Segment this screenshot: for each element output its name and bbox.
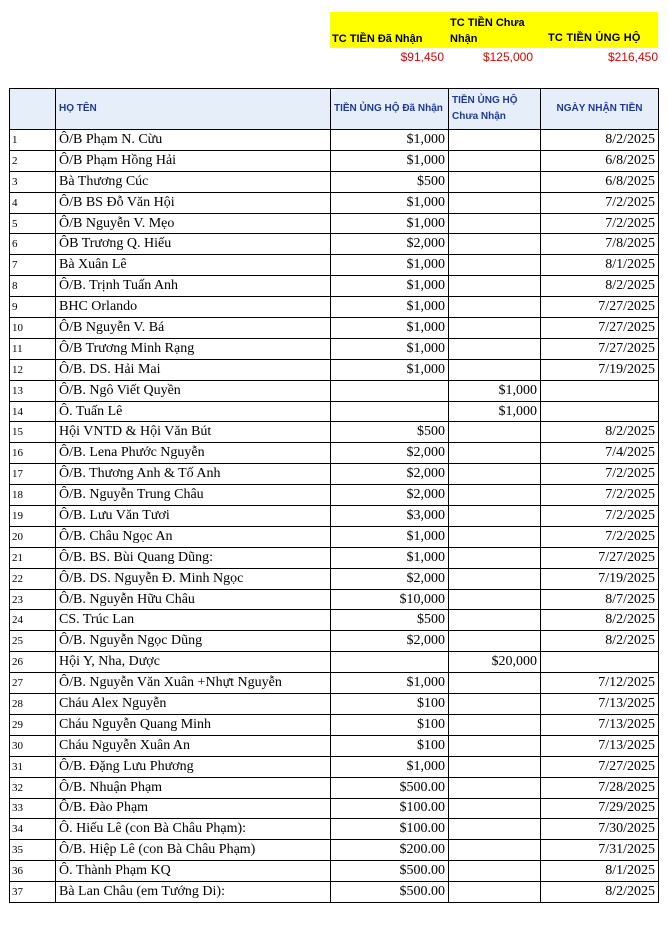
table-row bbox=[10, 798, 659, 819]
donor-name: Bà Lan Châu (em Tướng Di): bbox=[56, 882, 331, 903]
header-number bbox=[10, 89, 56, 130]
row-number: 7 bbox=[10, 255, 56, 276]
row-number: 32 bbox=[10, 777, 56, 798]
received-date: 6/8/2025 bbox=[541, 150, 659, 171]
table-row bbox=[10, 422, 659, 443]
donor-name: Ô/B. Nguyễn Trung Châu bbox=[56, 485, 331, 506]
row-number: 4 bbox=[10, 192, 56, 213]
received-amount bbox=[331, 380, 449, 401]
received-date: 7/27/2025 bbox=[541, 297, 659, 318]
label-total-all: TC TIỀN ỦNG HỘ bbox=[548, 32, 641, 44]
donor-name: Ô/B Phạm Hồng Hải bbox=[56, 150, 331, 171]
received-date: 8/2/2025 bbox=[541, 422, 659, 443]
total-received-value: $91,450 bbox=[400, 50, 444, 64]
received-amount: $1,000 bbox=[331, 359, 449, 380]
pending-amount bbox=[449, 526, 541, 547]
pending-amount bbox=[449, 673, 541, 694]
pending-amount bbox=[449, 861, 541, 882]
received-amount: $1,000 bbox=[331, 255, 449, 276]
row-number: 34 bbox=[10, 819, 56, 840]
received-amount: $500 bbox=[331, 422, 449, 443]
donor-name: Ô/B. Đặng Lưu Phương bbox=[56, 756, 331, 777]
received-amount: $2,000 bbox=[331, 568, 449, 589]
pending-amount bbox=[449, 192, 541, 213]
received-amount: $1,000 bbox=[331, 297, 449, 318]
received-amount: $3,000 bbox=[331, 506, 449, 527]
received-amount: $2,000 bbox=[331, 234, 449, 255]
received-date: 8/2/2025 bbox=[541, 882, 659, 903]
table-row bbox=[10, 526, 659, 547]
pending-amount bbox=[449, 610, 541, 631]
donor-name: Ô/B Nguyễn V. Bá bbox=[56, 318, 331, 339]
donor-name: Ô/B Phạm N. Cừu bbox=[56, 130, 331, 151]
received-date bbox=[541, 652, 659, 673]
row-number: 28 bbox=[10, 694, 56, 715]
summary-labels bbox=[330, 12, 658, 48]
pending-amount bbox=[449, 840, 541, 861]
received-date: 7/27/2025 bbox=[541, 547, 659, 568]
row-number: 3 bbox=[10, 171, 56, 192]
row-number: 31 bbox=[10, 756, 56, 777]
table-row bbox=[10, 276, 659, 297]
row-number: 9 bbox=[10, 297, 56, 318]
donor-name: Ô/B. Hiệp Lê (con Bà Châu Phạm) bbox=[56, 840, 331, 861]
received-amount: $100 bbox=[331, 735, 449, 756]
donor-name: Ô/B. Nguyễn Hữu Châu bbox=[56, 589, 331, 610]
row-number: 25 bbox=[10, 631, 56, 652]
pending-amount bbox=[449, 443, 541, 464]
pending-amount bbox=[449, 255, 541, 276]
donor-name: CS. Trúc Lan bbox=[56, 610, 331, 631]
received-amount bbox=[331, 401, 449, 422]
row-number: 18 bbox=[10, 485, 56, 506]
table-row bbox=[10, 735, 659, 756]
table-row bbox=[10, 714, 659, 735]
table-row bbox=[10, 150, 659, 171]
row-number: 10 bbox=[10, 318, 56, 339]
received-amount: $1,000 bbox=[331, 192, 449, 213]
donor-name: Ô/B. Trịnh Tuấn Anh bbox=[56, 276, 331, 297]
row-number: 30 bbox=[10, 735, 56, 756]
received-amount: $1,000 bbox=[331, 526, 449, 547]
donor-name: BHC Orlando bbox=[56, 297, 331, 318]
received-date: 7/2/2025 bbox=[541, 464, 659, 485]
table-row bbox=[10, 255, 659, 276]
pending-amount bbox=[449, 318, 541, 339]
pending-amount bbox=[449, 485, 541, 506]
received-date: 8/7/2025 bbox=[541, 589, 659, 610]
row-number: 29 bbox=[10, 714, 56, 735]
row-number: 23 bbox=[10, 589, 56, 610]
received-date: 8/2/2025 bbox=[541, 610, 659, 631]
received-amount: $1,000 bbox=[331, 547, 449, 568]
pending-amount bbox=[449, 359, 541, 380]
received-amount: $2,000 bbox=[331, 464, 449, 485]
received-date: 8/1/2025 bbox=[541, 861, 659, 882]
received-date: 7/2/2025 bbox=[541, 485, 659, 506]
received-date: 7/19/2025 bbox=[541, 568, 659, 589]
table-row bbox=[10, 359, 659, 380]
table-row bbox=[10, 673, 659, 694]
donor-name: Hội Y, Nha, Dược bbox=[56, 652, 331, 673]
table-row bbox=[10, 861, 659, 882]
pending-amount bbox=[449, 735, 541, 756]
table-row bbox=[10, 882, 659, 903]
received-amount: $1,000 bbox=[331, 673, 449, 694]
table-body bbox=[10, 130, 659, 903]
table-row bbox=[10, 234, 659, 255]
table-row bbox=[10, 568, 659, 589]
received-date: 7/2/2025 bbox=[541, 506, 659, 527]
donor-name: Ô/B. DS. Nguyễn Đ. Minh Ngọc bbox=[56, 568, 331, 589]
row-number: 1 bbox=[10, 130, 56, 151]
donor-name: Ô/B. Ngô Viết Quyền bbox=[56, 380, 331, 401]
table-row bbox=[10, 819, 659, 840]
received-amount: $2,000 bbox=[331, 631, 449, 652]
donor-name: Ô/B Trương Minh Rạng bbox=[56, 338, 331, 359]
donor-name: Ô/B. Đào Phạm bbox=[56, 798, 331, 819]
header-pending: TIỀN ỦNG HỘ Chưa Nhận bbox=[449, 89, 541, 130]
pending-amount: $1,000 bbox=[449, 380, 541, 401]
received-amount bbox=[331, 652, 449, 673]
donor-name: Ô. Hiếu Lê (con Bà Châu Phạm): bbox=[56, 819, 331, 840]
label-total-pending: TC TIỀN Chưa Nhận bbox=[450, 17, 525, 45]
table-row bbox=[10, 213, 659, 234]
table-row bbox=[10, 171, 659, 192]
pending-amount bbox=[449, 777, 541, 798]
table-row bbox=[10, 777, 659, 798]
donor-name: Bà Thương Cúc bbox=[56, 171, 331, 192]
row-number: 15 bbox=[10, 422, 56, 443]
table-row bbox=[10, 756, 659, 777]
donor-name: Ô/B. Lena Phước Nguyễn bbox=[56, 443, 331, 464]
received-amount: $1,000 bbox=[331, 338, 449, 359]
donor-name: Hội VNTD & Hội Văn Bút bbox=[56, 422, 331, 443]
donor-name: Ô. Tuấn Lê bbox=[56, 401, 331, 422]
donor-name: ÔB Trương Q. Hiếu bbox=[56, 234, 331, 255]
received-date: 7/28/2025 bbox=[541, 777, 659, 798]
table-row bbox=[10, 610, 659, 631]
donor-name: Ô/B. DS. Hải Mai bbox=[56, 359, 331, 380]
pending-amount bbox=[449, 338, 541, 359]
received-amount: $2,000 bbox=[331, 443, 449, 464]
donor-name: Ô/B. Nguyễn Ngọc Dũng bbox=[56, 631, 331, 652]
received-amount: $100.00 bbox=[331, 819, 449, 840]
received-amount: $500.00 bbox=[331, 882, 449, 903]
received-date: 6/8/2025 bbox=[541, 171, 659, 192]
table-row bbox=[10, 401, 659, 422]
received-amount: $1,000 bbox=[331, 213, 449, 234]
pending-amount: $1,000 bbox=[449, 401, 541, 422]
label-total-received: TC TIỀN Đã Nhận bbox=[332, 33, 423, 45]
table-row bbox=[10, 318, 659, 339]
table-row bbox=[10, 840, 659, 861]
received-date: 7/29/2025 bbox=[541, 798, 659, 819]
received-date bbox=[541, 401, 659, 422]
table-header-row bbox=[10, 89, 659, 130]
row-number: 2 bbox=[10, 150, 56, 171]
donor-name: Cháu Nguyễn Quang Minh bbox=[56, 714, 331, 735]
donor-name: Bà Xuân Lê bbox=[56, 255, 331, 276]
received-amount: $500.00 bbox=[331, 861, 449, 882]
pending-amount bbox=[449, 213, 541, 234]
pending-amount bbox=[449, 422, 541, 443]
received-date: 7/31/2025 bbox=[541, 840, 659, 861]
pending-amount bbox=[449, 568, 541, 589]
received-amount: $2,000 bbox=[331, 485, 449, 506]
donor-name: Ô/B BS Đỗ Văn Hội bbox=[56, 192, 331, 213]
row-number: 27 bbox=[10, 673, 56, 694]
row-number: 13 bbox=[10, 380, 56, 401]
donation-table bbox=[9, 88, 659, 903]
header-date: NGÀY NHẬN TIỀN bbox=[541, 89, 659, 130]
donor-name: Ô/B. Lưu Văn Tươi bbox=[56, 506, 331, 527]
received-date: 7/12/2025 bbox=[541, 673, 659, 694]
received-date: 7/27/2025 bbox=[541, 338, 659, 359]
pending-amount bbox=[449, 798, 541, 819]
pending-amount bbox=[449, 276, 541, 297]
donor-name: Ô/B. BS. Bùi Quang Dũng: bbox=[56, 547, 331, 568]
pending-amount bbox=[449, 756, 541, 777]
received-amount: $1,000 bbox=[331, 150, 449, 171]
header-received: TIỀN ỦNG HỘ Đã Nhận bbox=[331, 89, 449, 130]
row-number: 8 bbox=[10, 276, 56, 297]
table-row bbox=[10, 631, 659, 652]
table-row bbox=[10, 443, 659, 464]
row-number: 33 bbox=[10, 798, 56, 819]
pending-amount bbox=[449, 547, 541, 568]
donor-name: Ô/B. Nhuận Phạm bbox=[56, 777, 331, 798]
row-number: 17 bbox=[10, 464, 56, 485]
received-date: 7/27/2025 bbox=[541, 318, 659, 339]
received-date: 7/27/2025 bbox=[541, 756, 659, 777]
received-date: 8/2/2025 bbox=[541, 276, 659, 297]
row-number: 12 bbox=[10, 359, 56, 380]
table-row bbox=[10, 652, 659, 673]
row-number: 14 bbox=[10, 401, 56, 422]
row-number: 24 bbox=[10, 610, 56, 631]
summary-totals bbox=[330, 50, 658, 68]
received-date: 7/8/2025 bbox=[541, 234, 659, 255]
row-number: 20 bbox=[10, 526, 56, 547]
table-row bbox=[10, 338, 659, 359]
received-date: 7/2/2025 bbox=[541, 213, 659, 234]
pending-amount bbox=[449, 589, 541, 610]
pending-amount bbox=[449, 882, 541, 903]
received-date: 7/19/2025 bbox=[541, 359, 659, 380]
row-number: 37 bbox=[10, 882, 56, 903]
pending-amount bbox=[449, 714, 541, 735]
row-number: 36 bbox=[10, 861, 56, 882]
received-amount: $200.00 bbox=[331, 840, 449, 861]
table-row bbox=[10, 506, 659, 527]
table-row bbox=[10, 192, 659, 213]
row-number: 11 bbox=[10, 338, 56, 359]
donor-name: Ô/B Nguyễn V. Mẹo bbox=[56, 213, 331, 234]
received-amount: $100 bbox=[331, 714, 449, 735]
table-row bbox=[10, 464, 659, 485]
received-date: 8/1/2025 bbox=[541, 255, 659, 276]
received-date: 7/2/2025 bbox=[541, 526, 659, 547]
received-amount: $10,000 bbox=[331, 589, 449, 610]
received-date: 8/2/2025 bbox=[541, 631, 659, 652]
table-row bbox=[10, 694, 659, 715]
received-date: 7/4/2025 bbox=[541, 443, 659, 464]
total-pending-value: $125,000 bbox=[482, 50, 533, 64]
row-number: 22 bbox=[10, 568, 56, 589]
received-date: 8/2/2025 bbox=[541, 130, 659, 151]
row-number: 5 bbox=[10, 213, 56, 234]
donor-name: Ô/B. Thương Anh & Tố Anh bbox=[56, 464, 331, 485]
pending-amount: $20,000 bbox=[449, 652, 541, 673]
header-name: HỌ TÊN bbox=[56, 89, 331, 130]
table-row bbox=[10, 547, 659, 568]
received-date: 7/30/2025 bbox=[541, 819, 659, 840]
table-row bbox=[10, 589, 659, 610]
pending-amount bbox=[449, 819, 541, 840]
received-amount: $100 bbox=[331, 694, 449, 715]
pending-amount bbox=[449, 130, 541, 151]
pending-amount bbox=[449, 464, 541, 485]
row-number: 6 bbox=[10, 234, 56, 255]
received-amount: $1,000 bbox=[331, 318, 449, 339]
received-amount: $500 bbox=[331, 610, 449, 631]
received-amount: $500.00 bbox=[331, 777, 449, 798]
donor-name: Cháu Alex Nguyễn bbox=[56, 694, 331, 715]
pending-amount bbox=[449, 234, 541, 255]
row-number: 26 bbox=[10, 652, 56, 673]
received-date bbox=[541, 380, 659, 401]
pending-amount bbox=[449, 694, 541, 715]
received-date: 7/2/2025 bbox=[541, 192, 659, 213]
total-all-value: $216,450 bbox=[607, 50, 658, 64]
received-date: 7/13/2025 bbox=[541, 735, 659, 756]
donor-name: Ô. Thành Phạm KQ bbox=[56, 861, 331, 882]
table-row bbox=[10, 380, 659, 401]
received-amount: $1,000 bbox=[331, 276, 449, 297]
table-row bbox=[10, 485, 659, 506]
pending-amount bbox=[449, 150, 541, 171]
received-amount: $500 bbox=[331, 171, 449, 192]
row-number: 19 bbox=[10, 506, 56, 527]
pending-amount bbox=[449, 506, 541, 527]
table-row bbox=[10, 297, 659, 318]
received-amount: $100.00 bbox=[331, 798, 449, 819]
received-date: 7/13/2025 bbox=[541, 694, 659, 715]
donor-name: Cháu Nguyễn Xuân An bbox=[56, 735, 331, 756]
row-number: 35 bbox=[10, 840, 56, 861]
row-number: 16 bbox=[10, 443, 56, 464]
donor-name: Ô/B. Nguyễn Văn Xuân +Nhựt Nguyễn bbox=[56, 673, 331, 694]
donor-name: Ô/B. Châu Ngọc An bbox=[56, 526, 331, 547]
row-number: 21 bbox=[10, 547, 56, 568]
pending-amount bbox=[449, 171, 541, 192]
received-amount: $1,000 bbox=[331, 130, 449, 151]
pending-amount bbox=[449, 297, 541, 318]
table-row bbox=[10, 130, 659, 151]
pending-amount bbox=[449, 631, 541, 652]
received-date: 7/13/2025 bbox=[541, 714, 659, 735]
received-amount: $1,000 bbox=[331, 756, 449, 777]
